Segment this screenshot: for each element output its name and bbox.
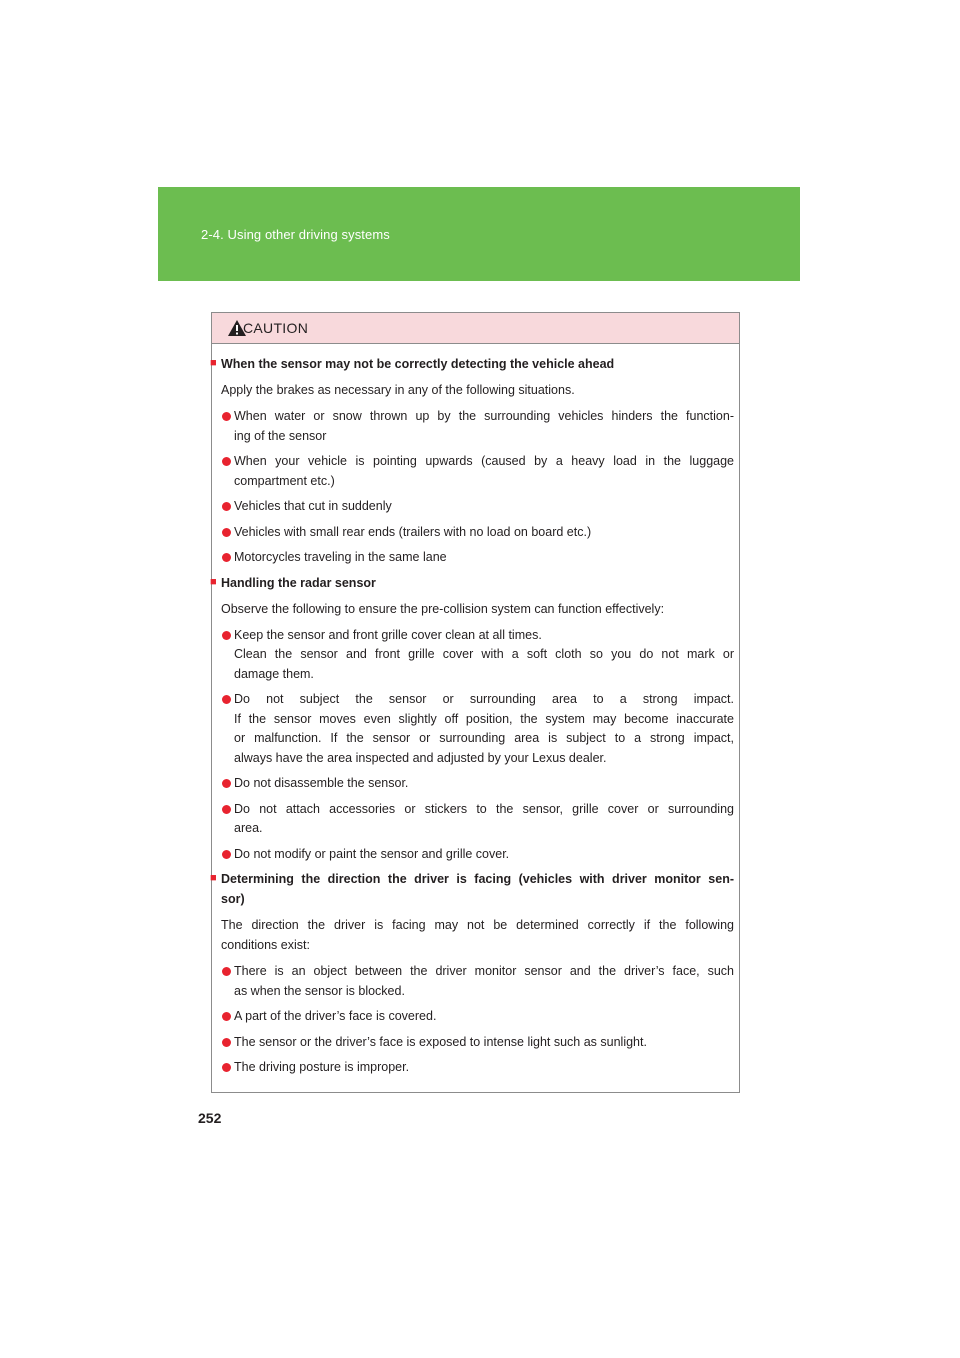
- bullet-text: The sensor or the driver’s face is exposed to intense light such as sunlight.: [234, 1034, 647, 1049]
- bullet-text: Do not modify or paint the sensor and grille cover.: [234, 846, 510, 861]
- section-marker-icon: ■: [210, 872, 217, 884]
- section-title: 2-4. Using other driving systems: [201, 227, 390, 242]
- bullet-dot-icon: [222, 850, 231, 859]
- bullet-text: A part of the driver’s face is covered.: [234, 1009, 437, 1023]
- section-heading: Handling the radar sensor: [221, 575, 376, 590]
- bullet-text: When water or snow thrown up by the surrounding vehicles hinders the function-: [234, 409, 734, 423]
- caution-title: CAUTION: [243, 320, 309, 336]
- bullet-text: Do not subject the sensor or surrounding area to a strong impact.: [234, 692, 734, 706]
- section-heading: When the sensor may not be correctly detecting the vehicle ahead: [221, 357, 615, 371]
- bullet-dot-icon: [222, 1063, 231, 1072]
- bullet-text: or malfunction. If the sensor or surrounding area is subject to a strong impact,: [234, 731, 734, 745]
- bullet-text: area.: [234, 821, 263, 835]
- bullet-text: Vehicles that cut in suddenly: [234, 499, 392, 513]
- bullet-text: Do not attach accessories or stickers to the sensor, grille cover or surrounding: [234, 801, 734, 816]
- header-band: [158, 187, 800, 281]
- section-intro: Observe the following to ensure the pre-collision system can function effectively:: [221, 601, 665, 616]
- section-intro: Apply the brakes as necessary in any of the following situations.: [221, 383, 575, 397]
- bullet-text: If the sensor moves even slightly off position, the system may become inaccurate: [234, 711, 734, 726]
- bullet-text: When your vehicle is pointing upwards (caused by a heavy load in the luggage: [234, 454, 734, 468]
- bullet-text: damage them.: [234, 666, 314, 681]
- caution-box: [211, 312, 740, 1093]
- bullet-text: There is an object between the driver monitor sensor and the driver’s face, such: [234, 964, 734, 978]
- bullet-dot-icon: [222, 1012, 231, 1021]
- bullet-dot-icon: [222, 967, 231, 976]
- bullet-text: compartment etc.): [234, 473, 335, 488]
- bullet-text: always have the area inspected and adjusted by your Lexus dealer.: [234, 750, 607, 765]
- bullet-text: The driving posture is improper.: [234, 1060, 410, 1074]
- bullet-text: Do not disassemble the sensor.: [234, 776, 409, 790]
- caution-header: [212, 313, 739, 344]
- section-intro: The direction the driver is facing may not be determined correctly if the following: [221, 918, 734, 932]
- bullet-dot-icon: [222, 553, 231, 562]
- section-heading: sor): [221, 892, 245, 906]
- bullet-dot-icon: [222, 528, 231, 537]
- bullet-text: Clean the sensor and front grille cover with a soft cloth so you do not mark or: [234, 647, 734, 661]
- page-number: 252: [198, 1110, 222, 1126]
- bullet-text: Motorcycles traveling in the same lane: [234, 550, 447, 564]
- bullet-dot-icon: [222, 695, 231, 704]
- bullet-dot-icon: [222, 1038, 231, 1047]
- bullet-dot-icon: [222, 502, 231, 511]
- bullet-dot-icon: [222, 631, 231, 640]
- section-intro: conditions exist:: [221, 938, 310, 952]
- bullet-dot-icon: [222, 412, 231, 421]
- bullet-dot-icon: [222, 779, 231, 788]
- bullet-text: Vehicles with small rear ends (trailers with no load on board etc.): [234, 524, 592, 539]
- bullet-dot-icon: [222, 805, 231, 814]
- bullet-text: as when the sensor is blocked.: [234, 983, 405, 998]
- section-marker-icon: ■: [210, 575, 217, 588]
- bullet-text: Keep the sensor and front grille cover clean at all times.: [234, 627, 542, 642]
- section-heading: Determining the direction the driver is facing (vehicles with driver monitor sen-: [221, 872, 734, 886]
- bullet-text: ing of the sensor: [234, 428, 327, 443]
- bullet-dot-icon: [222, 457, 231, 466]
- section-marker-icon: ■: [210, 357, 217, 369]
